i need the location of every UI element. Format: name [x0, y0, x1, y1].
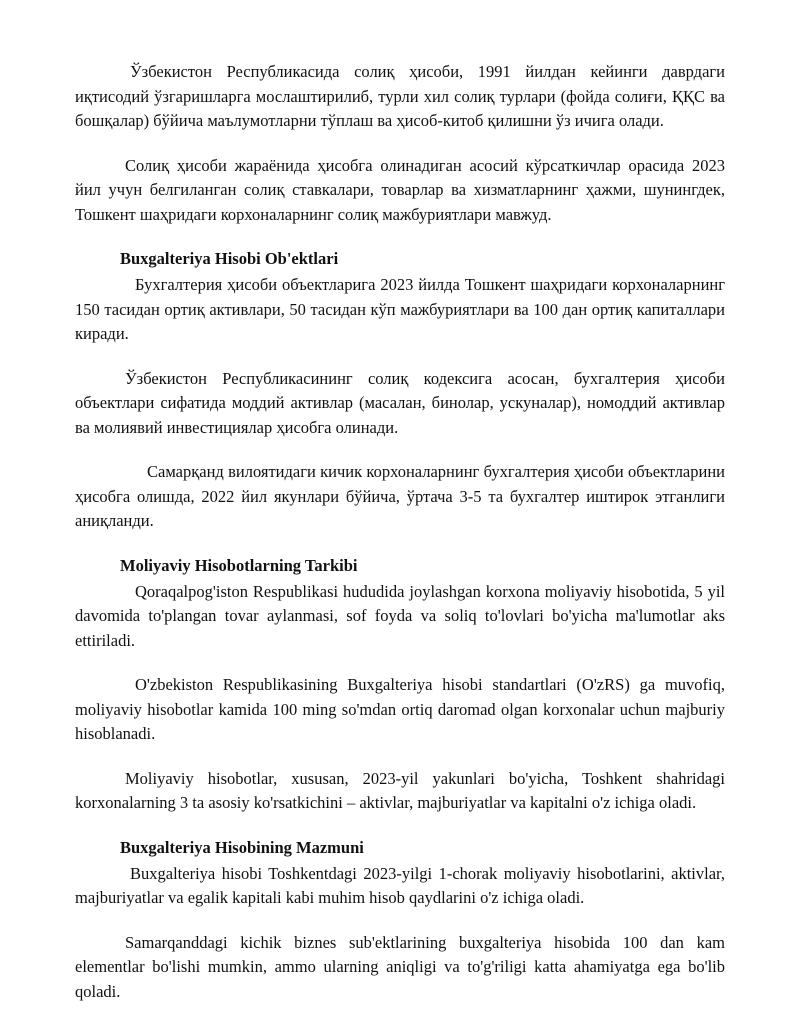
- section-paragraph: O'zbekiston Respublikasining Buxgalteriya hisobi standartlari (O'zRS) ga muvofiq, moliyaviy hisobotlar kamida 100 ming so'mdan ortiq daromad olgan korxonalar uchun majburiy hisoblanadi.: [75, 675, 725, 743]
- section-paragraph: Самарқанд вилоятидаги кичик корхоналарнинг бухгалтерия ҳисоби объектларини ҳисобга олишда, 2022 йил якунлари бўйича, ўртача 3-5 та бухгалтер иштирок этганлиги аниқланди.: [75, 462, 725, 530]
- section-buxgalteriya-hisobining-mazmuni: [75, 836, 725, 1005]
- section-heading: Buxgalteriya Hisobi Ob'ektlari: [120, 249, 339, 268]
- section-moliyaviy-hisobotlarning-tarkibi: [75, 554, 725, 816]
- section-paragraph: Moliyaviy hisobotlar, xususan, 2023-yil yakunlari bo'yicha, Toshkent shahridagi korxonalarning 3 ta asosiy ko'rsatkichini – aktivlar, majburiyatlar va kapitalni o'z ichiga oladi.: [75, 768, 725, 812]
- document-page: [75, 60, 725, 1004]
- section-heading: Buxgalteriya Hisobining Mazmuni: [120, 837, 364, 857]
- section-paragraph: Ўзбекистон Республикасининг солиқ кодексига асосан, бухгалтерия ҳисоби объектлари сифатида моддий активлар (масалан, бинолар, ускуналар), номоддий активлар ва молиявий инвестициялар ҳисобга олинади.: [75, 368, 725, 437]
- section-buxgalteriya-hisobi-obektlari: [75, 247, 725, 534]
- intro-paragraph-1: Ўзбекистон Республикасида солиқ ҳисоби, 1991 йилдан кейинги даврдаги иқтисодий ўзгаришларга мослаштирилиб, турли хил солиқ турлари (фойда солиғи, ҚҚС ва бошқалар) бўйича маълумотларни тўплаш ва ҳисоб-китоб қилишни ўз ичига олади.: [75, 62, 725, 130]
- section-paragraph: Бухгалтерия ҳисоби объектларига 2023 йилда Тошкент шаҳридаги корхоналарнинг 150 тасидан ортиқ активлари, 50 тасидан кўп мажбуриятлари ва 100 дан ортиқ капиталлари киради.: [75, 275, 725, 343]
- section-paragraph: Buxgalteriya hisobi Toshkentdagi 2023-yilgi 1-chorak moliyaviy hisobotlarini, aktivlar, majburiyatlar va egalik kapitali kabi muhim hisob qaydlarini o'z ichiga oladi.: [75, 863, 725, 907]
- intro-paragraph-2: Солиқ ҳисоби жараёнида ҳисобга олинадиган асосий кўрсаткичлар орасида 2023 йил учун белгиланган солиқ ставкалари, товарлар ва хизматларнинг ҳажми, шунингдек, Тошкент шаҳридаги корхоналарнинг солиқ мажбуриятлари мавжуд.: [75, 155, 725, 224]
- section-heading: Moliyaviy Hisobotlarning Tarkibi: [120, 555, 358, 575]
- section-paragraph: Samarqanddagi kichik biznes sub'ektlarining buxgalteriya hisobida 100 dan kam elementlar bo'lishi mumkin, ammo ularning aniqligi va to'g'riligi katta ahamiyatga ega bo'lib qoladi.: [75, 932, 725, 1001]
- section-paragraph: Qoraqalpog'iston Respublikasi hududida joylashgan korxona moliyaviy hisobotida, 5 yil davomida to'plangan tovar aylanmasi, sof foyda va soliq to'lovlari bo'yicha ma'lumotlar aks ettiriladi.: [75, 581, 725, 650]
